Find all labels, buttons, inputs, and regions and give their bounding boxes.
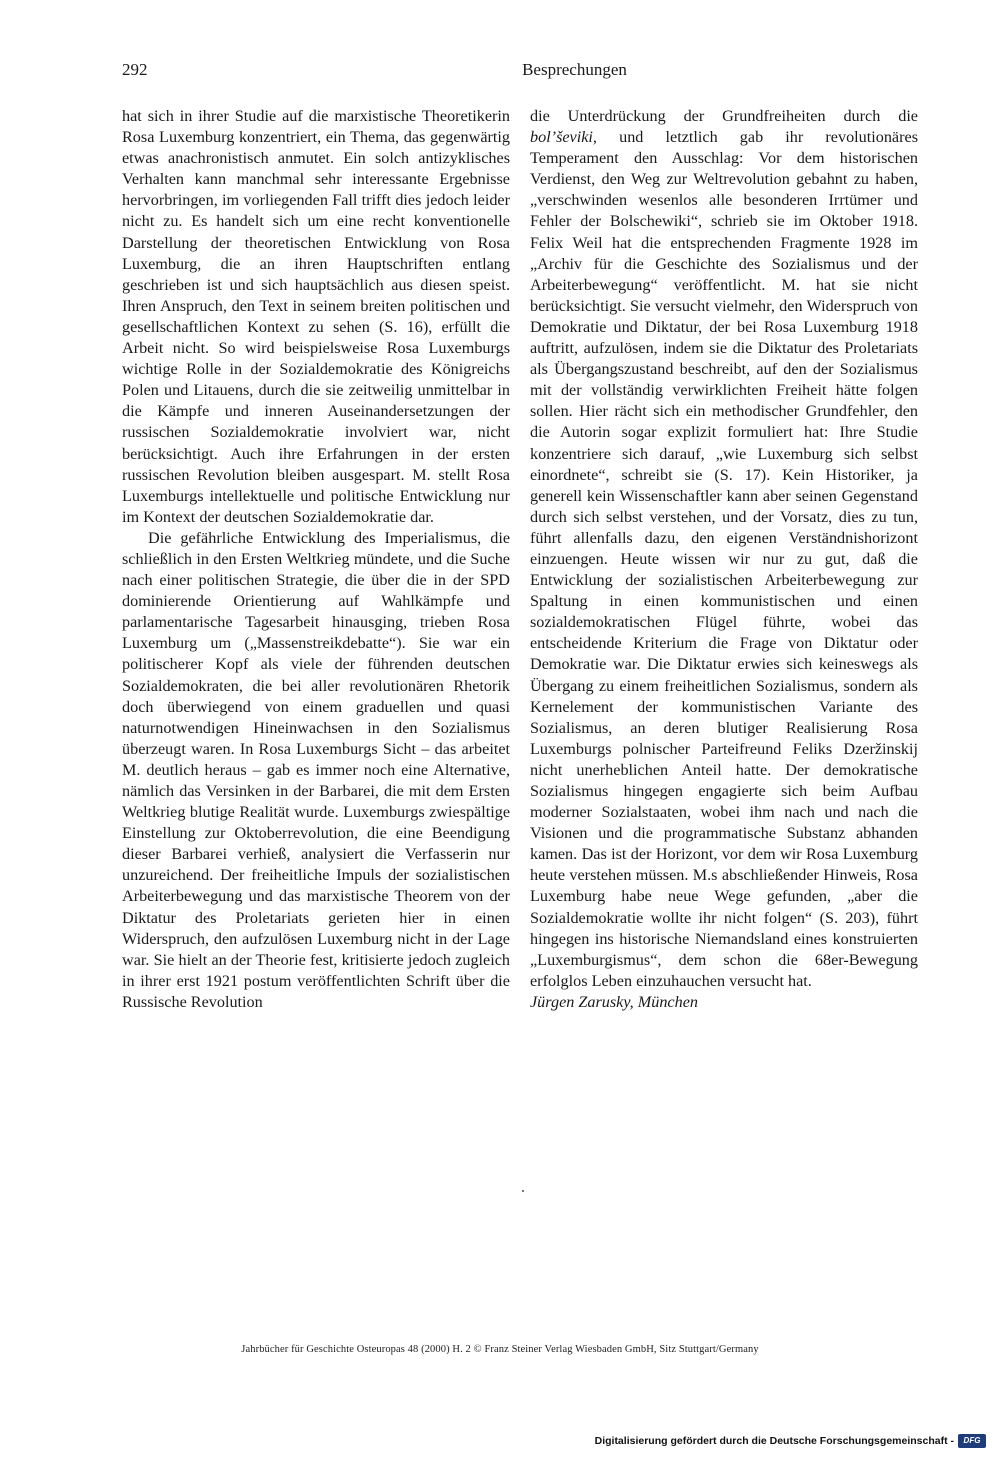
journal-citation: Jahrbücher für Geschichte Osteuropas 48 (2000) H. 2 © Franz Steiner Verlag Wiesbaden GmbH, Sitz Stuttgart/Germany — [241, 1344, 759, 1355]
left-paragraph-1: hat sich in ihrer Studie auf die marxistische Theoretikerin Rosa Luxemburg konzentriert, ein Thema, das gegenwärtig etwas anachronistisch anmutet. Ein solch antizyklisches Verhalten kann manchmal sehr interessante Ergebnisse hervorbringen, im vorliegenden Fall trifft dies jedoch leider nicht zu. Es handelt sich um eine recht konventionelle Darstellung der theoretischen Entwicklung von Rosa Luxemburg, die an ihren Hauptschriften entlang geschrieben ist und sich hauptsächlich aus diesen speist. Ihren Anspruch, den Text in seinem breiten politischen und gesellschaftlichen Kontext zu sehen (S. 16), erfüllt die Arbeit nicht. So wird beispielsweise Rosa Luxemburgs wichtige Rolle in der Sozialdemokratie des Königreichs Polen und Litauens, durch die sie zeitweilig unmittelbar in die Kämpfe und inneren Auseinandersetzungen der russischen Sozialdemokratie involviert war, nicht berücksichtigt. Auch ihre Erfahrungen in der ersten russischen Revolution bleiben ausgespart. M. stellt Rosa Luxemburgs intellektuelle und politische Entwicklung nur im Kontext der deutschen Sozialdemokratie dar. — [122, 107, 510, 526]
right-paragraph-1-rest: und letztlich gab ihr revolutionäres Temperament den Ausschlag: Vor dem historischen Verdienst, den Weg zur Weltrevolution gebahnt zu haben, „verschwinden wesenlos alle besonderen Irrtümer und Fehler der Bolschewiki“, schrieb sie im Oktober 1918. Felix Weil hat die entsprechenden Fragmente 1928 im „Archiv für die Geschichte des Sozialismus und der Arbeiterbewegung“ veröffentlicht. M. hat sie nicht berücksichtigt. Sie versucht vielmehr, den Widerspruch von Demokratie und Diktatur, der bei Rosa Luxemburg 1918 auftritt, aufzulösen, indem sie die Diktatur des Proletariats als Übergangszustand beschreibt, auf den der Sozialismus mit der vollständig verwirklichten Freiheit hätte folgen sollen. Hier rächt sich ein methodischer Grundfehler, den die Autorin sogar explizit formuliert hat: Ihre Studie konzentriere sich darauf, „wie Luxemburg sich selbst einordnete“, schreibt sie (S. 17). Kein Historiker, ja generell kein Wissenschaftler kann aber seinen Gegenstand durch sich selbst verstehen, und der Vorsatz, dies zu tun, führt allenfalls dazu, den eigenen Verständnishorizont einzuengen. Heute wissen wir nur zu gut, daß die Entwicklung der sozialistischen Arbeiterbewegung zur Spaltung in einen kommunistischen und einen sozialdemokratischen Flügel führte, wobei das entscheidende Kriterium die Frage von Diktatur oder Demokratie war. Die Diktatur erwies sich keineswegs als Übergang zu einem freiheitlichen Sozialismus, sondern als Kernelement der kommunistischen Variante des Sozialismus, an deren blutiger Realisierung Rosa Luxemburgs polnischer Parteifreund Feliks Dzeržinskij nicht unerheblichen Anteil hatte. Der demokratische Sozialismus hingegen engagierte sich beim Aufbau moderner Sozialstaaten, wobei ihm nach und nach die Visionen und die programmatische Substanz abhanden kamen. Das ist der Horizont, vor dem wir Rosa Luxemburg heute verstehen müssen. M.s abschließender Hinweis, Rosa Luxemburg habe neue Wege gefunden, „aber die Sozialdemokratie wollte ihr nicht folgen“ (S. 203), führt hingegen ins historische Niemandsland eines konstruierten „Luxemburgismus“, dem schon die 68er-Bewegung erfolglos Leben einzuhauchen versucht hat. — [530, 128, 918, 990]
right-paragraph-1-start: die Unterdrückung der Grundfreiheiten durch die — [530, 107, 918, 125]
page-number: 292 — [122, 60, 148, 79]
dfg-logo-icon: DFG — [958, 1434, 986, 1448]
right-column — [530, 106, 918, 1013]
page-header — [122, 60, 917, 84]
dfg-notice-text: Digitalisierung gefördert durch die Deutsche Forschungsgemeinschaft - — [594, 1435, 954, 1447]
right-paragraph-1 — [530, 106, 918, 992]
page-speck — [522, 1190, 524, 1192]
bolseviki-emphasis: bol’ševiki, — [530, 128, 597, 147]
running-head: Besprechungen — [522, 60, 627, 79]
left-column — [122, 106, 510, 1013]
digitization-notice — [595, 1432, 986, 1450]
left-paragraph-2: Die gefährliche Entwicklung des Imperialismus, die schließlich in den Ersten Weltkrieg mündete, und die Suche nach einer politischen Strategie, die über die in der SPD dominierende Orientierung auf Wahlkämpfe und parlamentarische Tagesarbeit hinausging, trieben Rosa Luxemburg um („Massenstreikdebatte“). Sie war ein politischerer Kopf als viele der führenden deutschen Sozialdemokraten, die bei aller revolutionären Rhetorik doch überwiegend von einem graduellen und quasi naturnotwendigen Hineinwachsen in den Sozialismus überzeugt waren. In Rosa Luxemburgs Sicht – das arbeitet M. deutlich heraus – gab es immer noch eine Alternative, nämlich das Versinken in der Barbarei, die mit dem Ersten Weltkrieg blutige Realität wurde. Luxemburgs zwiespältige Einstellung zur Oktoberrevolution, die eine Beendigung dieser Barbarei verhieß, analysiert die Verfasserin nur unzureichend. Der freiheitliche Impuls der sozialistischen Arbeiterbewegung und das marxistische Theorem von der Diktatur des Proletariats gerieten hier in einen Widerspruch, den aufzulösen Luxemburg nicht in der Lage war. Sie hielt an der Theorie fest, kritisierte jedoch zugleich in ihrer erst 1921 postum veröffentlichten Schrift über die Russische Revolution — [122, 528, 510, 1011]
reviewer-signature: Jürgen Zarusky, München — [530, 992, 698, 1011]
